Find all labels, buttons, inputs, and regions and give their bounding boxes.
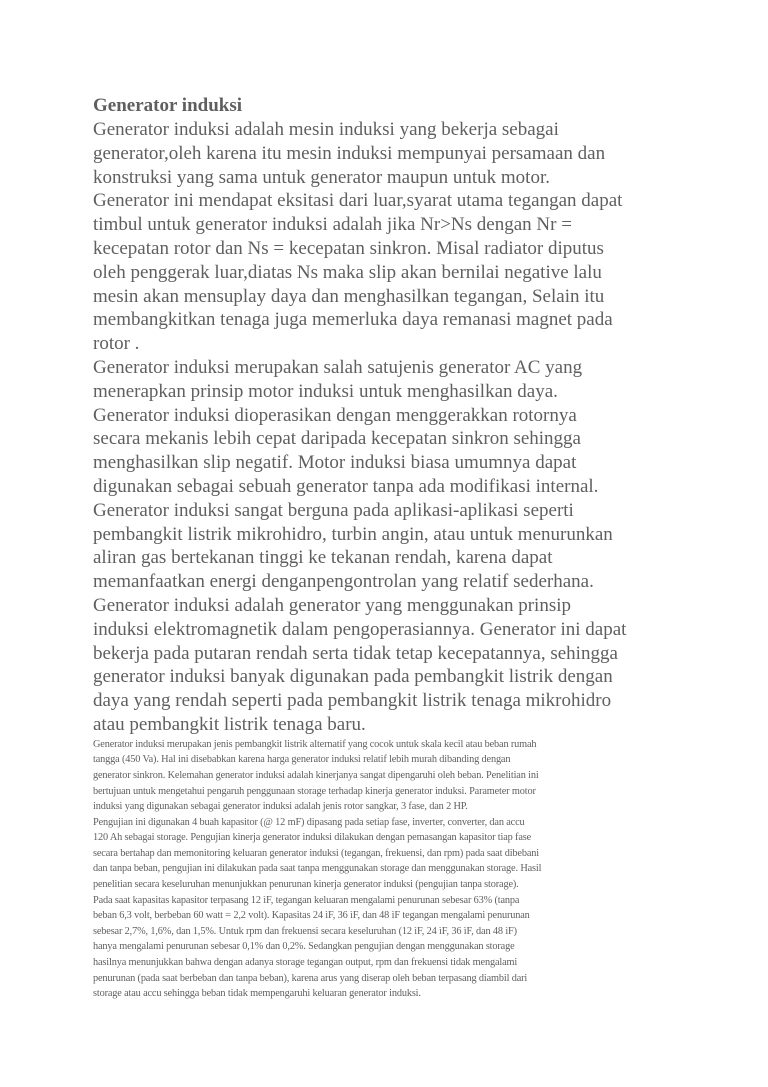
text-line: hanya mengalami penurunan sebesar 0,1% dan 0,2%. Sedangkan pengujian dengan menggunakan storage (93, 941, 515, 953)
text-line: secara mekanis lebih cepat daripada kecepatan sinkron sehingga (93, 428, 581, 450)
text-line: induksi elektromagnetik dalam pengoperasiannya. Generator ini dapat (93, 618, 627, 640)
text-line: atau pembangkit listrik tenaga baru. (93, 713, 366, 735)
text-line: menerapkan prinsip motor induksi untuk menghasilkan daya. (93, 380, 558, 402)
document-title: Generator induksi (93, 95, 243, 116)
text-line: sebesar 2,7%, 1,6%, dan 1,5%. Untuk rpm dan frekuensi secara keseluruhan (12 ìF, 24 ìF, 36 ìF, dan 48 ìF) (93, 925, 517, 937)
text-line: mesin akan mensuplay daya dan menghasilkan tegangan, Selain itu (93, 285, 605, 307)
text-line: 120 Ah sebagai storage. Pengujian kinerja generator induksi dilakukan dengan pemasangan kapasitor tiap fase (93, 832, 532, 844)
text-line: timbul untuk generator induksi adalah jika Nr>Ns dengan Nr = (93, 214, 572, 236)
text-line: memanfaatkan energi denganpengontrolan yang relatif sederhana. (93, 571, 594, 593)
paragraph-small (93, 737, 673, 1002)
text-line: Generator induksi dioperasikan dengan menggerakkan rotornya (93, 404, 577, 426)
text-line: bekerja pada putaran rendah serta tidak tetap kecepatannya, sehingga (93, 642, 618, 664)
text-line: kecepatan rotor dan Ns = kecepatan sinkron. Misal radiator diputus (93, 237, 604, 259)
text-line: Generator induksi sangat berguna pada aplikasi-aplikasi seperti (93, 499, 574, 521)
text-line: Generator induksi adalah generator yang menggunakan prinsip (93, 594, 572, 616)
text-line: induksi yang digunakan sebagai generator induksi adalah jenis rotor sangkar, 3 fase, dan 2 HP. (93, 801, 468, 813)
text-line: menghasilkan slip negatif. Motor induksi biasa umumnya dapat (93, 452, 577, 474)
text-line: generator sinkron. Kelemahan generator induksi adalah kinerjanya sangat dipengaruhi oleh beban. Penelitian ini (93, 769, 539, 781)
text-line: digunakan sebagai sebuah generator tanpa ada modifikasi internal. (93, 475, 599, 497)
text-line: bertujuan untuk mengetahui pengaruh penggunaan storage terhadap kinerja generator induksi. Parameter motor (93, 785, 536, 797)
document-content (93, 94, 673, 1002)
text-line: dan tanpa beban, pengujian ini dilakukan pada saat tanpa menggunakan storage dan menggunakan storage. Hasil (93, 863, 542, 875)
text-line: aliran gas bertekanan tinggi ke tekanan rendah, karena dapat (93, 547, 553, 569)
text-line: secara bertahap dan memonitoring keluaran generator induksi (tegangan, frekuensi, dan rpm) pada saat dibebani (93, 847, 539, 859)
text-line: daya yang rendah seperti pada pembangkit listrik tenaga mikrohidro (93, 690, 612, 712)
text-line: generator,oleh karena itu mesin induksi mempunyai persamaan dan (93, 142, 606, 164)
text-line: pembangkit listrik mikrohidro, turbin angin, atau untuk menurunkan (93, 523, 613, 545)
text-line: Pada saat kapasitas kapasitor terpasang 12 ìF, tegangan keluaran mengalami penurunan sebesar 63% (tanpa (93, 894, 520, 906)
text-line: Generator induksi adalah mesin induksi yang bekerja sebagai (93, 119, 559, 140)
paragraph-large (93, 118, 673, 737)
text-line: konstruksi yang sama untuk generator maupun untuk motor. (93, 166, 550, 188)
text-line: Generator induksi merupakan jenis pembangkit listrik alternatif yang cocok untuk skala kecil atau beban rumah (93, 738, 537, 750)
text-line: generator induksi banyak digunakan pada pembangkit listrik dengan (93, 666, 613, 688)
text-line: rotor . (93, 333, 140, 355)
text-line: beban 6,3 volt, berbeban 60 watt = 2,2 volt). Kapasitas 24 ìF, 36 ìF, dan 48 ìF tegangan mengalami penurunan (93, 910, 530, 922)
text-line: storage atau accu sehingga beban tidak mempengaruhi keluaran generator induksi. (93, 988, 421, 1000)
text-line: penelitian secara keseluruhan menunjukkan penurunan kinerja generator induksi (pengujian tanpa storage). (93, 879, 519, 891)
text-line: Generator ini mendapat eksitasi dari luar,syarat utama tegangan dapat (93, 190, 623, 212)
text-line: penurunan (pada saat berbeban dan tanpa beban), karena arus yang diserap oleh beban terpasang diambil dari (93, 972, 528, 984)
text-line: hasilnya menunjukkan bahwa dengan adanya storage tegangan output, rpm dan frekuensi tidak mengalami (93, 957, 518, 969)
text-line: tangga (450 Va). Hal ini disebabkan karena harga generator induksi relatif lebih murah dibanding dengan (93, 754, 511, 766)
text-line: Pengujian ini digunakan 4 buah kapasitor (@ 12 mF) dipasang pada setiap fase, inverter, converter, dan accu (93, 816, 525, 828)
text-line: oleh penggerak luar,diatas Ns maka slip akan bernilai negative lalu (93, 261, 602, 283)
text-line: membangkitkan tenaga juga memerluka daya remanasi magnet pada (93, 309, 613, 331)
text-line: Generator induksi merupakan salah satujenis generator AC yang (93, 356, 583, 378)
